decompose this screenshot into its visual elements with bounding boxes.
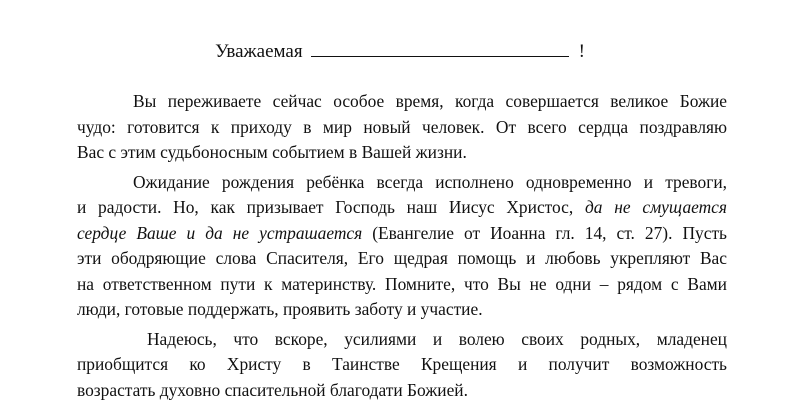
scripture-quote-part-1: да не смущается: [585, 197, 727, 217]
paragraph-2-line-6: люди, готовые поддержать, проявить заботу и участие.: [77, 299, 483, 319]
paragraph-3-line-3: возрастать духовно спасительной благодати Божией.: [77, 379, 468, 400]
salutation-prefix: Уважаемая: [215, 41, 303, 62]
letter-body: [77, 89, 727, 400]
paragraph-2-line-4: эти ободряющие слова Спасителя, Его щедрая помощь и любовь укрепляют Вас: [77, 248, 727, 268]
paragraph-2-line-1: Ожидание рождения ребёнка всегда исполнено одновременно и тревоги,: [133, 171, 727, 192]
paragraph-2: [77, 170, 727, 323]
paragraph-1-line-1: Вы переживаете сейчас особое время, когда совершается великое Божие: [133, 91, 727, 111]
paragraph-3-line-1: Надеюсь, что вскоре, усилиями и волею своих родных, младенец: [147, 328, 727, 349]
scripture-reference: (Евангелие от Иоанна гл. 14, ст. 27). Пусть: [372, 222, 727, 243]
salutation-exclamation: !: [578, 41, 585, 62]
paragraph-2-line-5: на ответственном пути к материнству. Помните, что Вы не одни – рядом с Вами: [77, 273, 727, 294]
paragraph-1: [77, 89, 727, 166]
recipient-name-blank: [311, 38, 569, 57]
paragraph-1-line-3: Вас с этим судьбоносным событием в Вашей жизни.: [77, 142, 467, 162]
paragraph-2-line-3: [77, 221, 727, 247]
paragraph-2-line-2-text: и радости. Но, как призывает Господь наш Иисус Христос,: [77, 197, 574, 217]
scripture-quote-part-2: сердце Ваше и да не устрашается: [77, 222, 363, 243]
paragraph-2-line-2: [77, 195, 727, 221]
paragraph-1-line-2: чудо: готовится к приходу в мир новый человек. От всего сердца поздравляю: [77, 116, 727, 137]
paragraph-3-line-2: приобщится ко Христу в Таинстве Крещения и получит возможность: [77, 354, 727, 374]
salutation-line: [0, 38, 800, 65]
paragraph-3: [77, 327, 727, 400]
